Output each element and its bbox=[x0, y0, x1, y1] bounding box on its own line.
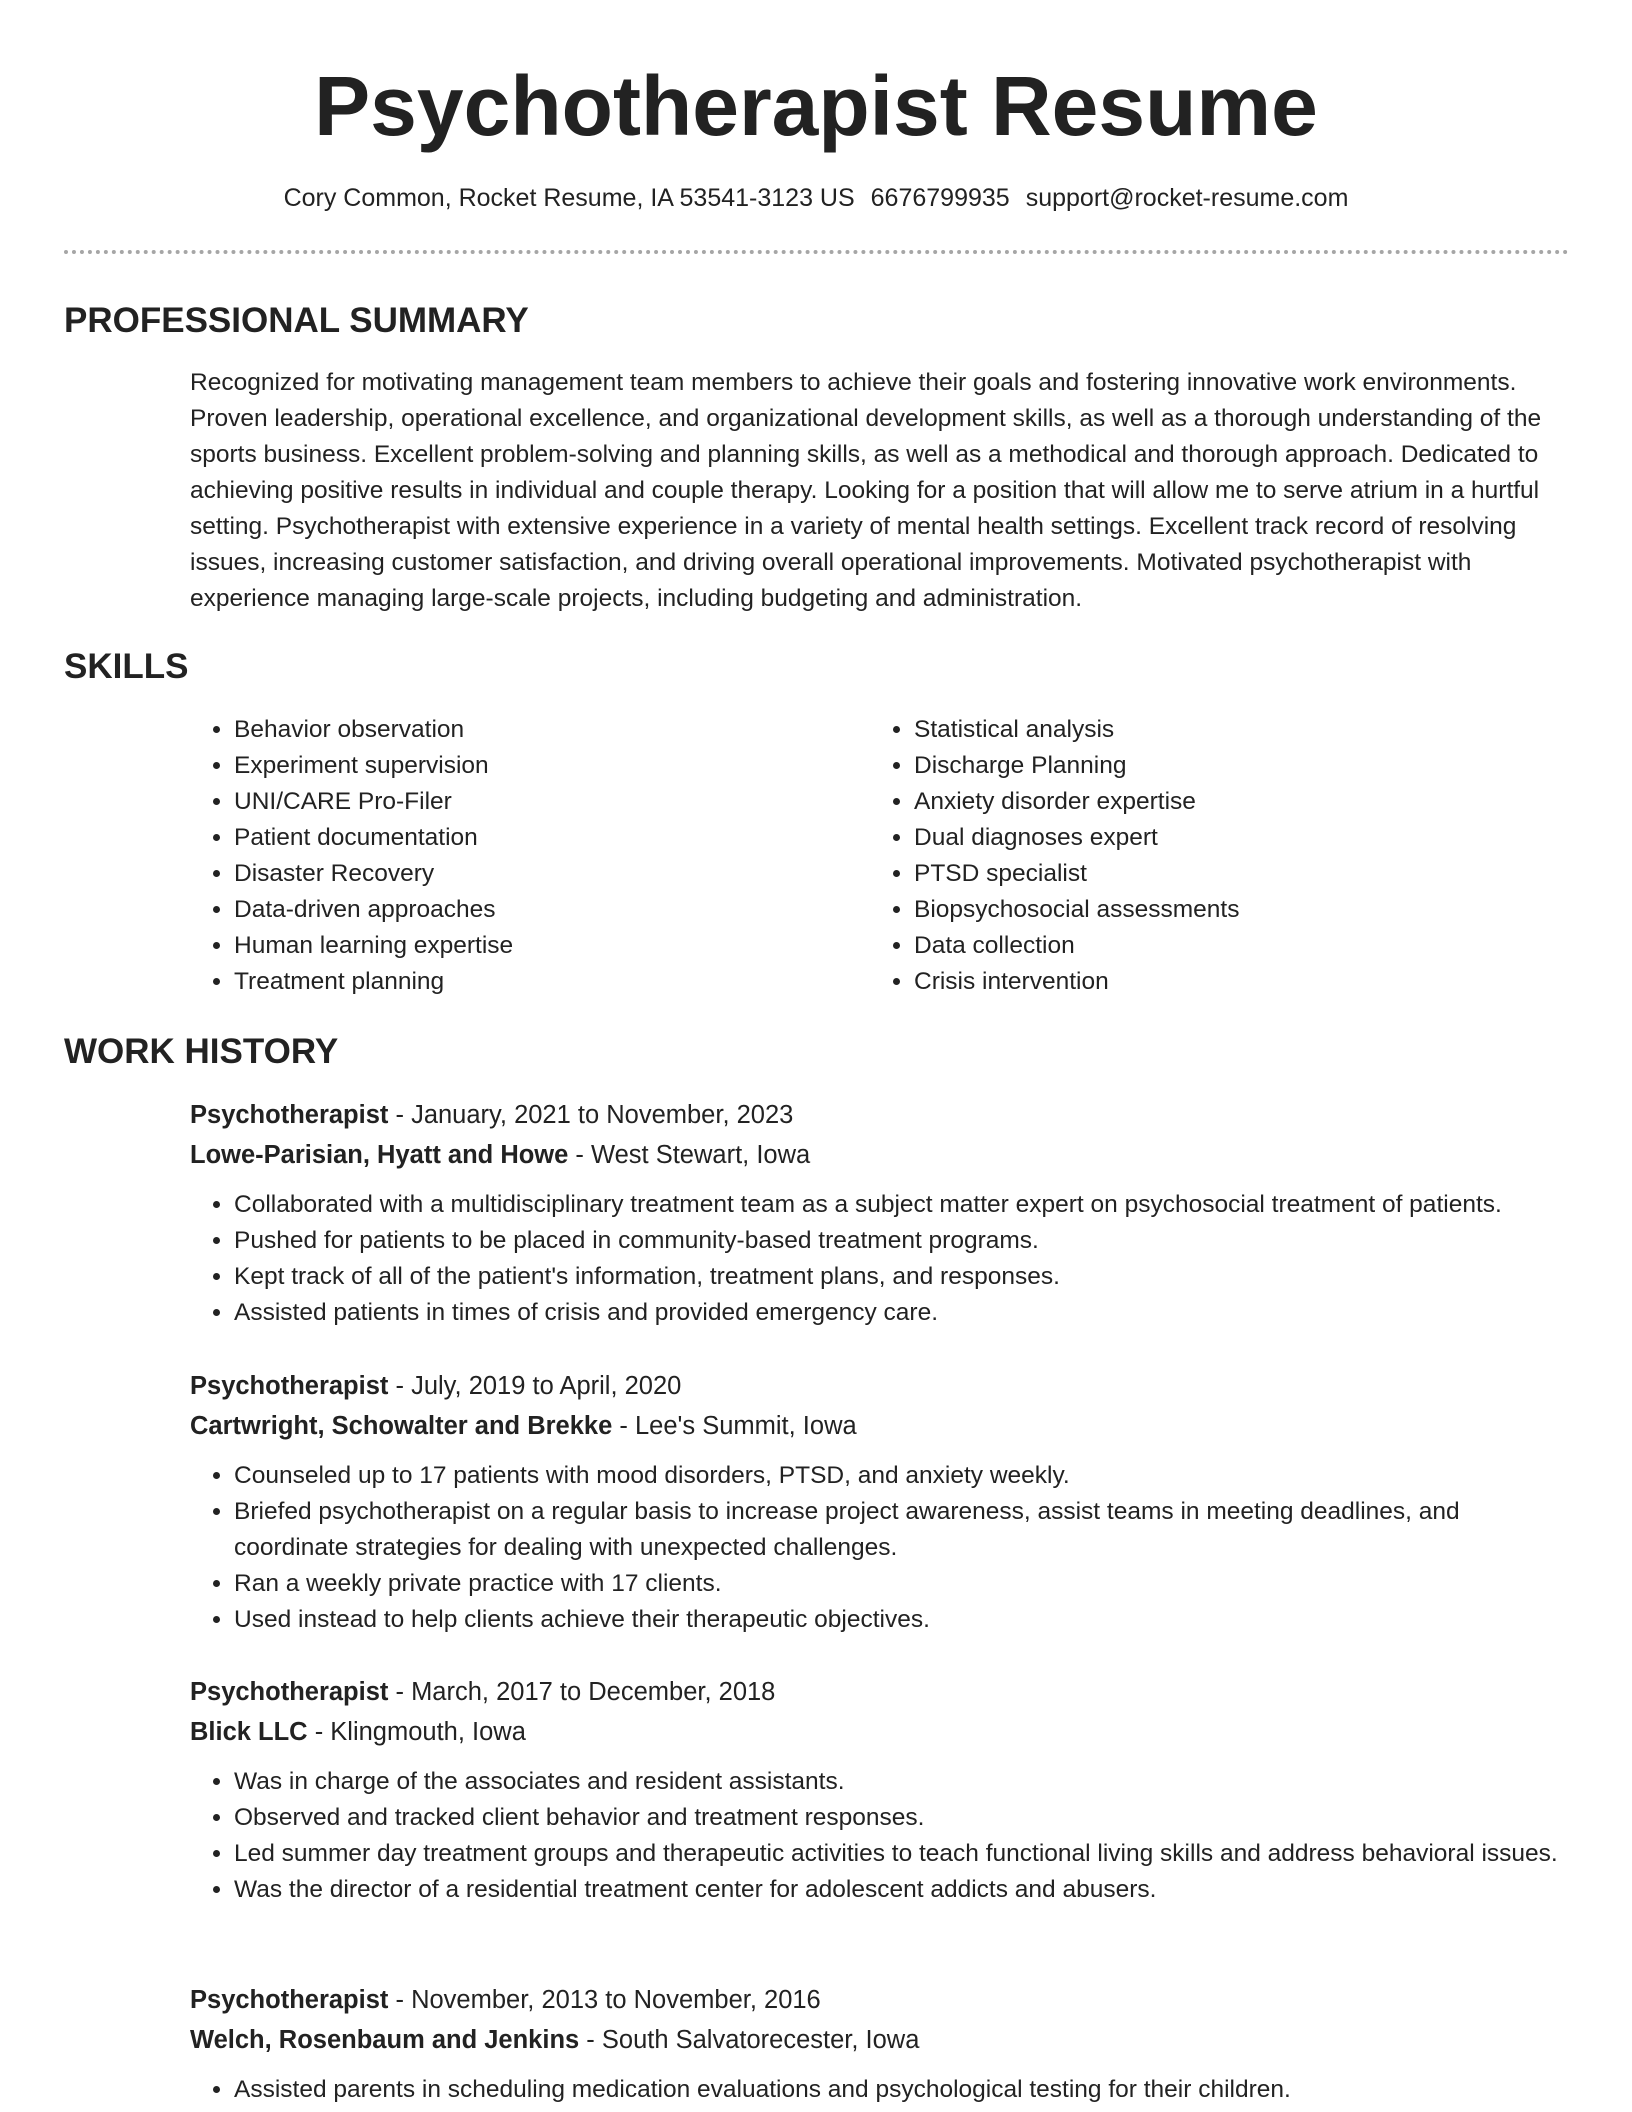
job-bullets bbox=[190, 1764, 1580, 1908]
job-title: Psychotherapist bbox=[190, 1678, 389, 1706]
job-bullet: • Observed and tracked client behavior and treatment responses. bbox=[234, 1800, 1580, 1836]
job-entry bbox=[190, 1366, 1580, 1638]
skill-item: • Biopsychosocial assessments bbox=[914, 892, 1570, 928]
skill-item: • Human learning expertise bbox=[234, 928, 830, 964]
skills-list-left bbox=[190, 712, 830, 1000]
job-company-line bbox=[190, 2020, 1580, 2060]
job-bullet: • Was in charge of the associates and resident assistants. bbox=[234, 1764, 1580, 1800]
job-company-line bbox=[190, 1406, 1580, 1446]
skill-item: • Discharge Planning bbox=[914, 748, 1570, 784]
job-dates: - March, 2017 to December, 2018 bbox=[388, 1678, 776, 1706]
job-bullet: • Was the director of a residential treatment center for adolescent addicts and abusers. bbox=[234, 1872, 1580, 1908]
skill-item: • PTSD specialist bbox=[914, 856, 1570, 892]
job-title-line bbox=[190, 1366, 1580, 1406]
skill-item: • Dual diagnoses expert bbox=[914, 820, 1570, 856]
skill-item: • Data collection bbox=[914, 928, 1570, 964]
job-bullet: • Pushed for patients to be placed in community-based treatment programs. bbox=[234, 1223, 1580, 1259]
job-bullet: • Used instead to help clients achieve their therapeutic objectives. bbox=[234, 1602, 1580, 1638]
contact-email: support@rocket-resume.com bbox=[1025, 184, 1349, 212]
skill-item: • UNI/CARE Pro-Filer bbox=[234, 784, 830, 820]
job-title-line bbox=[190, 1980, 1580, 2020]
job-bullets bbox=[190, 1458, 1580, 1638]
job-bullet: • Counseled up to 17 patients with mood disorders, PTSD, and anxiety weekly. bbox=[234, 1458, 1580, 1494]
job-entry bbox=[190, 1095, 1580, 1331]
job-location: - Klingmouth, Iowa bbox=[307, 1718, 526, 1746]
skill-item: • Experiment supervision bbox=[234, 748, 830, 784]
job-bullet: • Briefed psychotherapist on a regular basis to increase project awareness, assist teams in meeting deadlines, and coordinate strategies for dealing with unexpected challenges. bbox=[234, 1494, 1580, 1566]
job-title-line bbox=[190, 1672, 1580, 1712]
job-dates: - July, 2019 to April, 2020 bbox=[388, 1372, 682, 1400]
job-entry bbox=[190, 1980, 1580, 2108]
skills-heading: SKILLS bbox=[64, 647, 189, 686]
job-bullets bbox=[190, 1187, 1580, 1331]
skill-item: • Patient documentation bbox=[234, 820, 830, 856]
skill-item: • Anxiety disorder expertise bbox=[914, 784, 1570, 820]
job-company: Lowe-Parisian, Hyatt and Howe bbox=[190, 1141, 569, 1169]
summary-heading: PROFESSIONAL SUMMARY bbox=[64, 301, 529, 340]
page-title: Psychotherapist Resume bbox=[314, 59, 1318, 153]
job-title-line bbox=[190, 1095, 1580, 1135]
job-company-line bbox=[190, 1712, 1580, 1752]
job-dates: - January, 2021 to November, 2023 bbox=[388, 1101, 794, 1129]
work-history-heading: WORK HISTORY bbox=[64, 1032, 339, 1071]
summary-text: Recognized for motivating management team members to achieve their goals and fostering innovative work environments. Proven leadership, operational excellence, and organizational development skills, as well as a thorough understanding of the sports business. Excellent problem-solving and planning skills, as well as a methodical and thorough approach. Dedicated to achieving positive results in individual and couple therapy. Looking for a position that will allow me to serve atrium in a hurtful setting. Psychotherapist with extensive experience in a variety of mental health settings. Excellent track record of resolving issues, increasing customer satisfaction, and driving overall operational improvements. Motivated psychotherapist with experience managing large-scale projects, including budgeting and administration. bbox=[190, 369, 1542, 612]
job-bullet: • Kept track of all of the patient's information, treatment plans, and responses. bbox=[234, 1259, 1580, 1295]
job-title: Psychotherapist bbox=[190, 1101, 389, 1129]
job-location: - West Stewart, Iowa bbox=[568, 1141, 811, 1169]
job-company: Cartwright, Schowalter and Brekke bbox=[190, 1412, 613, 1440]
skill-item: • Crisis intervention bbox=[914, 964, 1570, 1000]
contact-line bbox=[0, 180, 1632, 216]
job-bullet: • Collaborated with a multidisciplinary treatment team as a subject matter expert on psychosocial treatment of patients. bbox=[234, 1187, 1580, 1223]
job-bullet: • Ran a weekly private practice with 17 clients. bbox=[234, 1566, 1580, 1602]
job-location: - South Salvatorecester, Iowa bbox=[579, 2026, 920, 2054]
job-company-line bbox=[190, 1135, 1580, 1175]
job-dates: - November, 2013 to November, 2016 bbox=[388, 1986, 821, 2014]
skill-item: • Behavior observation bbox=[234, 712, 830, 748]
job-company: Welch, Rosenbaum and Jenkins bbox=[190, 2026, 580, 2054]
job-entry bbox=[190, 1672, 1580, 1908]
skill-item: • Disaster Recovery bbox=[234, 856, 830, 892]
job-title: Psychotherapist bbox=[190, 1372, 389, 1400]
skill-item: • Treatment planning bbox=[234, 964, 830, 1000]
skills-list-right bbox=[870, 712, 1570, 1000]
contact-phone: 6676799935 bbox=[870, 184, 1010, 212]
skill-item: • Statistical analysis bbox=[914, 712, 1570, 748]
job-bullet: • Led summer day treatment groups and therapeutic activities to teach functional living skills and address behavioral issues. bbox=[234, 1836, 1580, 1872]
job-bullet: • Assisted patients in times of crisis and provided emergency care. bbox=[234, 1295, 1580, 1331]
skill-item: • Data-driven approaches bbox=[234, 892, 830, 928]
job-bullets bbox=[190, 2072, 1580, 2108]
job-title: Psychotherapist bbox=[190, 1986, 389, 2014]
job-bullet: • Assisted parents in scheduling medication evaluations and psychological testing for their children. bbox=[234, 2072, 1580, 2108]
job-location: - Lee's Summit, Iowa bbox=[612, 1412, 857, 1440]
job-company: Blick LLC bbox=[190, 1718, 308, 1746]
header-divider bbox=[64, 250, 1569, 254]
contact-address: Cory Common, Rocket Resume, IA 53541-3123 US bbox=[283, 184, 855, 212]
